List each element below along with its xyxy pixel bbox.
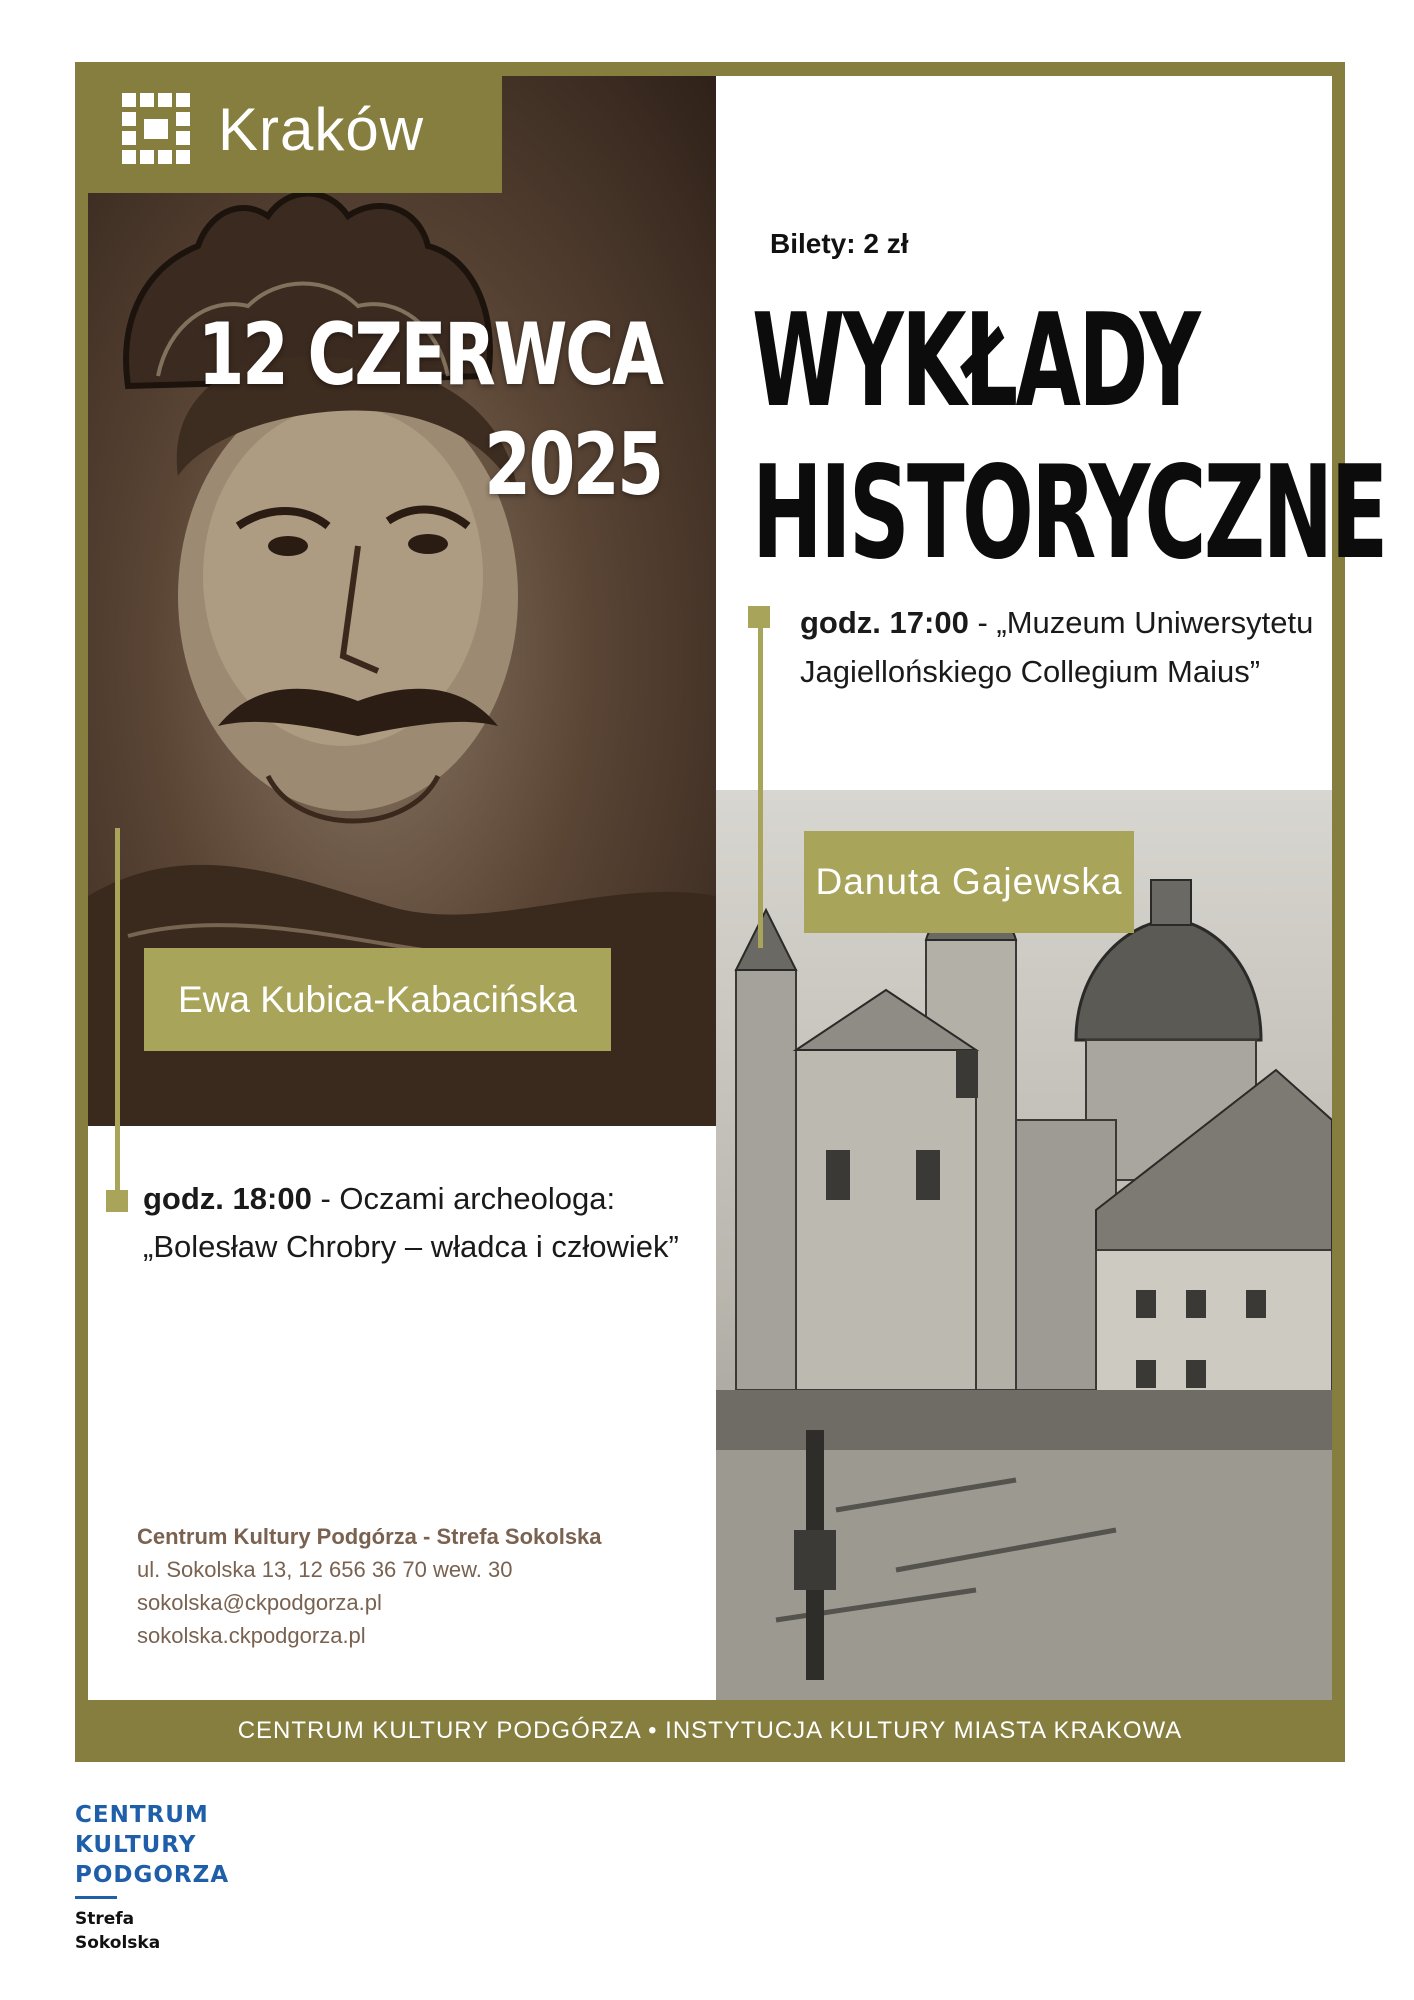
event-date-line2: 2025 [484,415,662,515]
ck-podgorza-logo [75,1800,230,1955]
timeline-marker-right [748,606,770,628]
timeline-line-left [115,828,120,1201]
logo-sub-1: Strefa [75,1909,135,1929]
krakow-label: Kraków [218,96,425,163]
event-date-line1: 12 CZERWCA [198,305,662,405]
logo-divider [75,1896,117,1899]
contact-website[interactable]: sokolska.ckpodgorza.pl [137,1623,366,1648]
krakow-logo-icon [122,93,190,165]
event-date [198,300,662,520]
event-title-line2: HISTORYCZNE [752,439,1386,588]
ticket-price: Bilety: 2 zł [770,228,909,259]
timeline-marker-left [106,1190,128,1212]
lecture-1-title: „Muzeum Uniwersytetu Jagiellońskiego Collegium Maius” [800,605,1314,689]
timeline-line-right [758,616,763,948]
lecture-1-time: godz. 17:00 [800,605,969,640]
lecture-1 [800,598,1340,696]
event-title-line1: WYKŁADY [752,287,1199,436]
logo-line-3: PODGORZA [75,1862,230,1888]
logo-line-1: CENTRUM [75,1802,209,1828]
lecture-2 [143,1175,733,1271]
lecture-1-separator: - [968,605,997,640]
logo-sub-2: Sokolska [75,1933,161,1953]
event-title [752,286,1386,590]
contact-block [137,1520,602,1652]
footer-band: CENTRUM KULTURY PODGÓRZA • INSTYTUCJA KULTURY MIASTA KRAKOWA [75,1700,1345,1762]
logo-line-2: KULTURY [75,1832,197,1858]
lecture-2-separator: - [311,1181,340,1216]
lecture-2-time: godz. 18:00 [143,1181,312,1216]
contact-address: ul. Sokolska 13, 12 656 36 70 wew. 30 [137,1557,513,1582]
contact-email[interactable]: sokolska@ckpodgorza.pl [137,1590,382,1615]
speaker-1-label: Danuta Gajewska [804,831,1134,933]
lecture-2-title: Oczami archeologa: „Bolesław Chrobry – władca i człowiek” [143,1181,679,1264]
speaker-2-label: Ewa Kubica-Kabacińska [144,948,611,1051]
contact-org: Centrum Kultury Podgórza - Strefa Sokolska [137,1524,602,1549]
